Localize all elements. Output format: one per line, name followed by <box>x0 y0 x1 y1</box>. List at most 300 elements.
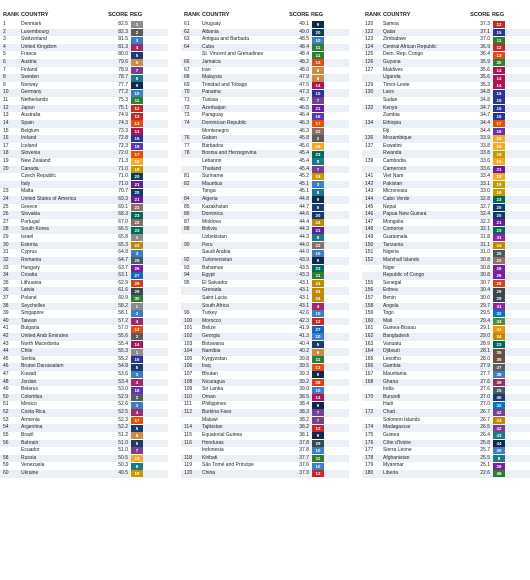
cell-score: 69.1 <box>118 203 128 210</box>
cell-country: Luxembourg <box>21 28 49 35</box>
cell-country: Burundi <box>383 393 401 400</box>
region-rank-badge: 21 <box>131 196 143 203</box>
cell-country: Zimbabwe <box>383 36 407 43</box>
cell-country: Papua New Guinea <box>383 211 427 218</box>
cell-rank: 55 <box>3 431 9 438</box>
region-rank-badge: 17 <box>312 120 324 127</box>
region-rank-badge: 18 <box>131 158 143 165</box>
region-rank-badge: 2 <box>312 135 324 142</box>
table-row <box>181 196 349 204</box>
table-row <box>362 333 530 341</box>
cell-country: Zambia <box>383 112 400 119</box>
table-row <box>181 310 349 318</box>
cell-country: Finland <box>21 66 38 73</box>
cell-rank: 84 <box>184 196 190 203</box>
region-rank-badge: 9 <box>312 402 324 409</box>
table-row <box>0 112 168 120</box>
cell-rank: 53 <box>3 416 9 423</box>
cell-score: 26.5 <box>480 424 490 431</box>
cell-score: 37.3 <box>480 21 490 27</box>
table-row <box>181 440 349 448</box>
region-rank-badge: 14 <box>312 394 324 401</box>
region-rank-badge: 19 <box>131 470 143 477</box>
cell-score: 38.5 <box>299 393 309 400</box>
cell-country: Madagascar <box>383 424 411 431</box>
cell-country: Paraguay <box>202 112 224 119</box>
cell-country: Kiribati <box>202 454 218 461</box>
cell-score: 45.4 <box>299 150 309 157</box>
table-row <box>0 21 168 29</box>
cell-country: Austria <box>21 59 37 66</box>
region-rank-badge: 8 <box>312 189 324 196</box>
cell-score: 54.8 <box>118 363 128 370</box>
cell-score: 36.9 <box>480 43 490 50</box>
cell-country: Honduras <box>202 439 224 446</box>
cell-score: 39.0 <box>299 386 309 393</box>
table-row <box>181 272 349 280</box>
cell-rank: 9 <box>3 81 6 88</box>
table-row <box>0 379 168 387</box>
table-row <box>362 51 530 59</box>
cell-score: 79.6 <box>118 59 128 66</box>
cell-country: Germany <box>21 89 42 96</box>
table-row <box>362 44 530 52</box>
region-rank-badge: 43 <box>493 432 505 439</box>
cell-rank: 46 <box>3 363 9 370</box>
cell-score: 31.8 <box>480 234 490 241</box>
region-rank-badge: 23 <box>312 151 324 158</box>
cell-country: Rwanda <box>383 150 402 157</box>
table-row <box>362 97 530 105</box>
table-row <box>181 447 349 455</box>
region-rank-badge: 20 <box>131 173 143 180</box>
table-row <box>362 401 530 409</box>
cell-score: 48.4 <box>299 43 309 50</box>
cell-country: Netherlands <box>21 97 48 104</box>
region-rank-badge: 22 <box>312 128 324 135</box>
cell-rank: 82 <box>184 180 190 187</box>
cell-country: Solomon Islands <box>383 416 420 423</box>
region-rank-badge: 23 <box>131 227 143 234</box>
cell-rank: 132 <box>365 104 374 111</box>
region-rank-badge: 5 <box>131 364 143 371</box>
table-row <box>0 29 168 37</box>
cell-country: United Arab Emirates <box>21 332 69 339</box>
table-row <box>0 424 168 432</box>
cell-country: Slovenia <box>21 150 41 157</box>
table-row <box>362 363 530 371</box>
region-rank-badge: 12 <box>493 21 505 28</box>
cell-score: 71.3 <box>118 157 128 164</box>
cell-rank: 78 <box>184 150 190 157</box>
cell-score: 46.3 <box>299 127 309 134</box>
table-row <box>362 440 530 448</box>
cell-rank: 67 <box>184 66 190 73</box>
cell-rank: 20 <box>3 165 9 172</box>
cell-rank: 115 <box>184 431 192 438</box>
cell-rank: 43 <box>3 340 9 347</box>
cell-score: 71.0 <box>118 165 128 172</box>
cell-country: Canada <box>21 165 39 172</box>
table-row <box>181 257 349 265</box>
region-rank-badge: 34 <box>493 326 505 333</box>
cell-rank: 99 <box>184 310 190 317</box>
region-rank-badge: 11 <box>312 52 324 59</box>
cell-rank: 142 <box>365 180 374 187</box>
cell-score: 77.7 <box>118 81 128 88</box>
cell-rank: 111 <box>184 401 192 408</box>
cell-rank: 36 <box>3 287 9 294</box>
cell-rank: 38 <box>3 302 9 309</box>
region-rank-badge: 29 <box>131 288 143 295</box>
cell-country: Morocco <box>202 317 222 324</box>
cell-rank: 33 <box>3 264 9 271</box>
cell-score: 71.0 <box>118 173 128 180</box>
header-score: SCORE <box>289 12 309 18</box>
region-rank-badge: 32 <box>493 310 505 317</box>
ranking-column-2 <box>181 9 349 478</box>
cell-country: Djibouti <box>383 348 400 355</box>
cell-score: 25.5 <box>480 454 490 461</box>
cell-rank: 90 <box>184 241 190 248</box>
cell-country: Bangladesh <box>383 332 410 339</box>
cell-country: Switzerland <box>21 36 47 43</box>
cell-rank: 114 <box>184 424 192 431</box>
cell-score: 26.4 <box>480 431 490 438</box>
table-row <box>0 318 168 326</box>
cell-country: Lesotho <box>383 355 401 362</box>
cell-rank: 165 <box>365 355 374 362</box>
cell-rank: 16 <box>3 135 9 142</box>
cell-country: Latvia <box>21 287 35 294</box>
table-row <box>181 325 349 333</box>
cell-score: 31.1 <box>480 241 490 248</box>
cell-country: South Korea <box>21 226 49 233</box>
header-reg: REG <box>311 12 324 18</box>
cell-country: Italy <box>21 180 31 187</box>
cell-rank: 40 <box>3 317 9 324</box>
cell-rank: 45 <box>3 355 9 362</box>
region-rank-badge: 24 <box>493 417 505 424</box>
cell-country: Malaysia <box>202 74 222 81</box>
table-row <box>362 120 530 128</box>
region-rank-badge: 18 <box>493 158 505 165</box>
region-rank-badge: 5 <box>131 425 143 432</box>
cell-rank: 158 <box>365 302 374 309</box>
cell-country: Serbia <box>21 355 36 362</box>
region-rank-badge: 25 <box>493 250 505 257</box>
region-rank-badge: 11 <box>131 97 143 104</box>
cell-country: Iceland <box>21 142 38 149</box>
region-rank-badge: 9 <box>312 432 324 439</box>
cell-country: Republic of Congo <box>383 272 425 279</box>
cell-rank: 62 <box>184 28 190 35</box>
cell-rank: 137 <box>365 142 374 149</box>
cell-rank: 124 <box>365 43 374 50</box>
cell-score: 36.4 <box>480 51 490 58</box>
table-row <box>181 128 349 136</box>
cell-score: 43.1 <box>299 294 309 301</box>
cell-country: Saint Lucia <box>202 294 227 301</box>
cell-country: Portugal <box>21 218 40 225</box>
cell-score: 33.8 <box>480 150 490 157</box>
cell-score: 75.1 <box>118 104 128 111</box>
table-row <box>0 143 168 151</box>
cell-country: Guyana <box>383 59 401 66</box>
cell-rank: 175 <box>365 431 374 438</box>
cell-country: Estonia <box>21 241 38 248</box>
region-rank-badge: 28 <box>493 280 505 287</box>
cell-rank: 11 <box>3 97 9 104</box>
region-rank-badge: 8 <box>312 234 324 241</box>
cell-score: 63.1 <box>118 272 128 279</box>
cell-rank: 143 <box>365 188 374 195</box>
cell-score: 72.0 <box>118 150 128 157</box>
cell-country: Maldives <box>383 66 403 73</box>
column-header <box>181 9 349 21</box>
cell-rank: 93 <box>184 264 190 271</box>
table-row <box>362 135 530 143</box>
region-rank-badge: 3 <box>312 181 324 188</box>
region-rank-badge: 23 <box>493 341 505 348</box>
cell-country: United Kingdom <box>21 43 57 50</box>
cell-score: 38.1 <box>299 431 309 438</box>
cell-rank: 107 <box>184 371 193 378</box>
cell-rank: 157 <box>365 294 374 301</box>
table-row <box>181 394 349 402</box>
cell-country: Botswana <box>202 340 224 347</box>
cell-score: 30.8 <box>480 256 490 263</box>
region-rank-badge: 10 <box>131 90 143 97</box>
cell-score: 51.0 <box>118 447 128 454</box>
cell-score: 39.3 <box>299 371 309 378</box>
cell-score: 44.4 <box>299 218 309 225</box>
cell-rank: 64 <box>184 43 190 50</box>
cell-country: Mexico <box>21 401 37 408</box>
cell-score: 27.6 <box>480 378 490 385</box>
cell-score: 38.3 <box>299 409 309 416</box>
table-row <box>181 82 349 90</box>
header-score: SCORE <box>470 12 490 18</box>
cell-rank: 139 <box>365 157 374 164</box>
cell-rank: 24 <box>3 196 9 203</box>
cell-rank: 4 <box>3 43 6 50</box>
table-row <box>181 386 349 394</box>
region-rank-badge: 20 <box>312 212 324 219</box>
region-rank-badge: 19 <box>493 181 505 188</box>
cell-score: 46.4 <box>299 112 309 119</box>
region-rank-badge: 13 <box>131 120 143 127</box>
cell-score: 58.1 <box>118 310 128 317</box>
cell-score: 55.3 <box>118 348 128 355</box>
region-rank-badge: 16 <box>493 128 505 135</box>
cell-rank: 161 <box>365 325 374 332</box>
cell-rank: 41 <box>3 325 9 332</box>
cell-score: 37.0 <box>480 36 490 43</box>
cell-score: 37.8 <box>299 439 309 446</box>
cell-score: 48.5 <box>299 36 309 43</box>
region-rank-badge: 38 <box>493 371 505 378</box>
table-row <box>362 432 530 440</box>
cell-rank: 151 <box>365 249 374 256</box>
cell-score: 78.9 <box>118 66 128 73</box>
cell-country: Togo <box>383 310 394 317</box>
cell-rank: 147 <box>365 218 374 225</box>
region-rank-badge: 8 <box>312 158 324 165</box>
cell-rank: 177 <box>365 447 374 454</box>
cell-country: Saudi Arabia <box>202 249 231 256</box>
region-rank-badge: 4 <box>131 379 143 386</box>
cell-country: Cyprus <box>21 249 37 256</box>
table-row <box>362 105 530 113</box>
table-row <box>362 295 530 303</box>
table-row <box>0 135 168 143</box>
cell-score: 39.8 <box>299 355 309 362</box>
cell-country: Kazakhstan <box>202 203 229 210</box>
table-row <box>0 432 168 440</box>
region-rank-badge: 4 <box>131 318 143 325</box>
table-row <box>0 265 168 273</box>
region-rank-badge: 14 <box>493 82 505 89</box>
cell-score: 30.7 <box>480 279 490 286</box>
cell-rank: 63 <box>184 36 190 43</box>
table-row <box>362 249 530 257</box>
cell-rank: 164 <box>365 348 374 355</box>
cell-rank: 122 <box>365 28 374 35</box>
cell-rank: 81 <box>184 173 190 180</box>
table-row <box>0 67 168 75</box>
cell-rank: 70 <box>184 89 190 96</box>
cell-country: Guinea <box>383 431 400 438</box>
cell-rank: 116 <box>184 439 192 446</box>
cell-country: Uruguay <box>202 21 221 27</box>
cell-score: 45.4 <box>299 157 309 164</box>
cell-rank: 6 <box>3 59 6 66</box>
region-rank-badge: 33 <box>493 318 505 325</box>
cell-rank: 100 <box>184 317 193 324</box>
region-rank-badge: 7 <box>312 409 324 416</box>
table-row <box>181 234 349 242</box>
cell-rank: 120 <box>365 21 374 27</box>
table-row <box>181 211 349 219</box>
region-rank-badge: 3 <box>131 37 143 44</box>
region-rank-badge: 19 <box>131 166 143 173</box>
table-row <box>181 36 349 44</box>
table-row <box>362 21 530 29</box>
region-rank-badge: 15 <box>131 135 143 142</box>
cell-score: 67.0 <box>118 218 128 225</box>
cell-score: 37.3 <box>299 469 309 476</box>
cell-country: Croatia <box>21 272 38 279</box>
region-rank-badge: 18 <box>493 135 505 142</box>
cell-score: 34.4 <box>480 127 490 134</box>
cell-score: 25.8 <box>480 439 490 446</box>
region-rank-badge: 6 <box>312 75 324 82</box>
table-row <box>181 341 349 349</box>
table-row <box>0 310 168 318</box>
cell-rank: 30 <box>3 241 9 248</box>
cell-rank: 39 <box>3 310 9 317</box>
cell-rank: 172 <box>365 409 374 416</box>
region-rank-badge: 27 <box>312 326 324 333</box>
cell-score: 44.7 <box>299 203 309 210</box>
cell-score: 82.5 <box>118 21 128 27</box>
region-rank-badge: 22 <box>131 204 143 211</box>
region-rank-badge: 2 <box>131 29 143 36</box>
region-rank-badge: 3 <box>131 371 143 378</box>
cell-score: 44.3 <box>299 234 309 241</box>
cell-score: 43.3 <box>299 272 309 279</box>
region-rank-badge: 1 <box>131 21 143 28</box>
cell-score: 27.0 <box>480 393 490 400</box>
table-row <box>362 112 530 120</box>
cell-score: 33.6 <box>480 157 490 164</box>
region-rank-badge: 17 <box>131 151 143 158</box>
cell-country: Mauritania <box>383 371 407 378</box>
table-row <box>362 219 530 227</box>
cell-country: Philippines <box>202 401 227 408</box>
cell-country: Lithuania <box>21 279 42 286</box>
cell-country: Afghanistan <box>383 454 410 461</box>
table-row <box>0 417 168 425</box>
cell-country: Mali <box>383 317 393 324</box>
cell-rank: 77 <box>184 142 190 149</box>
region-rank-badge: 14 <box>131 341 143 348</box>
region-rank-badge: 20 <box>312 29 324 36</box>
cell-rank: 179 <box>365 462 374 469</box>
cell-rank: 95 <box>184 279 190 286</box>
table-row <box>181 295 349 303</box>
cell-rank: 85 <box>184 203 190 210</box>
cell-score: 26.7 <box>480 409 490 416</box>
cell-score: 46.7 <box>299 97 309 104</box>
region-rank-badge: 35 <box>493 356 505 363</box>
region-rank-badge: 15 <box>493 29 505 36</box>
table-row <box>181 371 349 379</box>
cell-score: 40.4 <box>299 340 309 347</box>
cell-country: Egypt <box>202 272 215 279</box>
region-rank-badge: 23 <box>493 196 505 203</box>
region-rank-badge: 23 <box>312 265 324 272</box>
region-rank-badge: 5 <box>131 52 143 59</box>
cell-score: 53.4 <box>118 378 128 385</box>
region-rank-badge: 1 <box>131 303 143 310</box>
cell-score: 45.1 <box>299 180 309 187</box>
table-row <box>181 363 349 371</box>
table-row <box>0 303 168 311</box>
region-rank-badge: 9 <box>312 371 324 378</box>
region-rank-badge: 11 <box>312 455 324 462</box>
cell-score: 49.0 <box>299 28 309 35</box>
cell-country: Argentina <box>21 424 43 431</box>
cell-country: Burkina Faso <box>202 409 232 416</box>
cell-score: 38.2 <box>299 416 309 423</box>
cell-score: 78.7 <box>118 74 128 81</box>
cell-score: 37.7 <box>299 454 309 461</box>
region-rank-badge: 10 <box>312 37 324 44</box>
cell-country: Senegal <box>383 279 402 286</box>
cell-country: Seychelles <box>21 302 46 309</box>
cell-rank: 5 <box>3 51 6 58</box>
cell-country: Uganda <box>383 74 401 81</box>
table-row <box>181 135 349 143</box>
cell-country: Benin <box>383 294 396 301</box>
region-rank-badge: 12 <box>312 425 324 432</box>
cell-rank: 148 <box>365 226 374 233</box>
region-rank-badge: 9 <box>312 196 324 203</box>
cell-country: Peru <box>202 241 213 248</box>
region-rank-badge: 19 <box>312 173 324 180</box>
